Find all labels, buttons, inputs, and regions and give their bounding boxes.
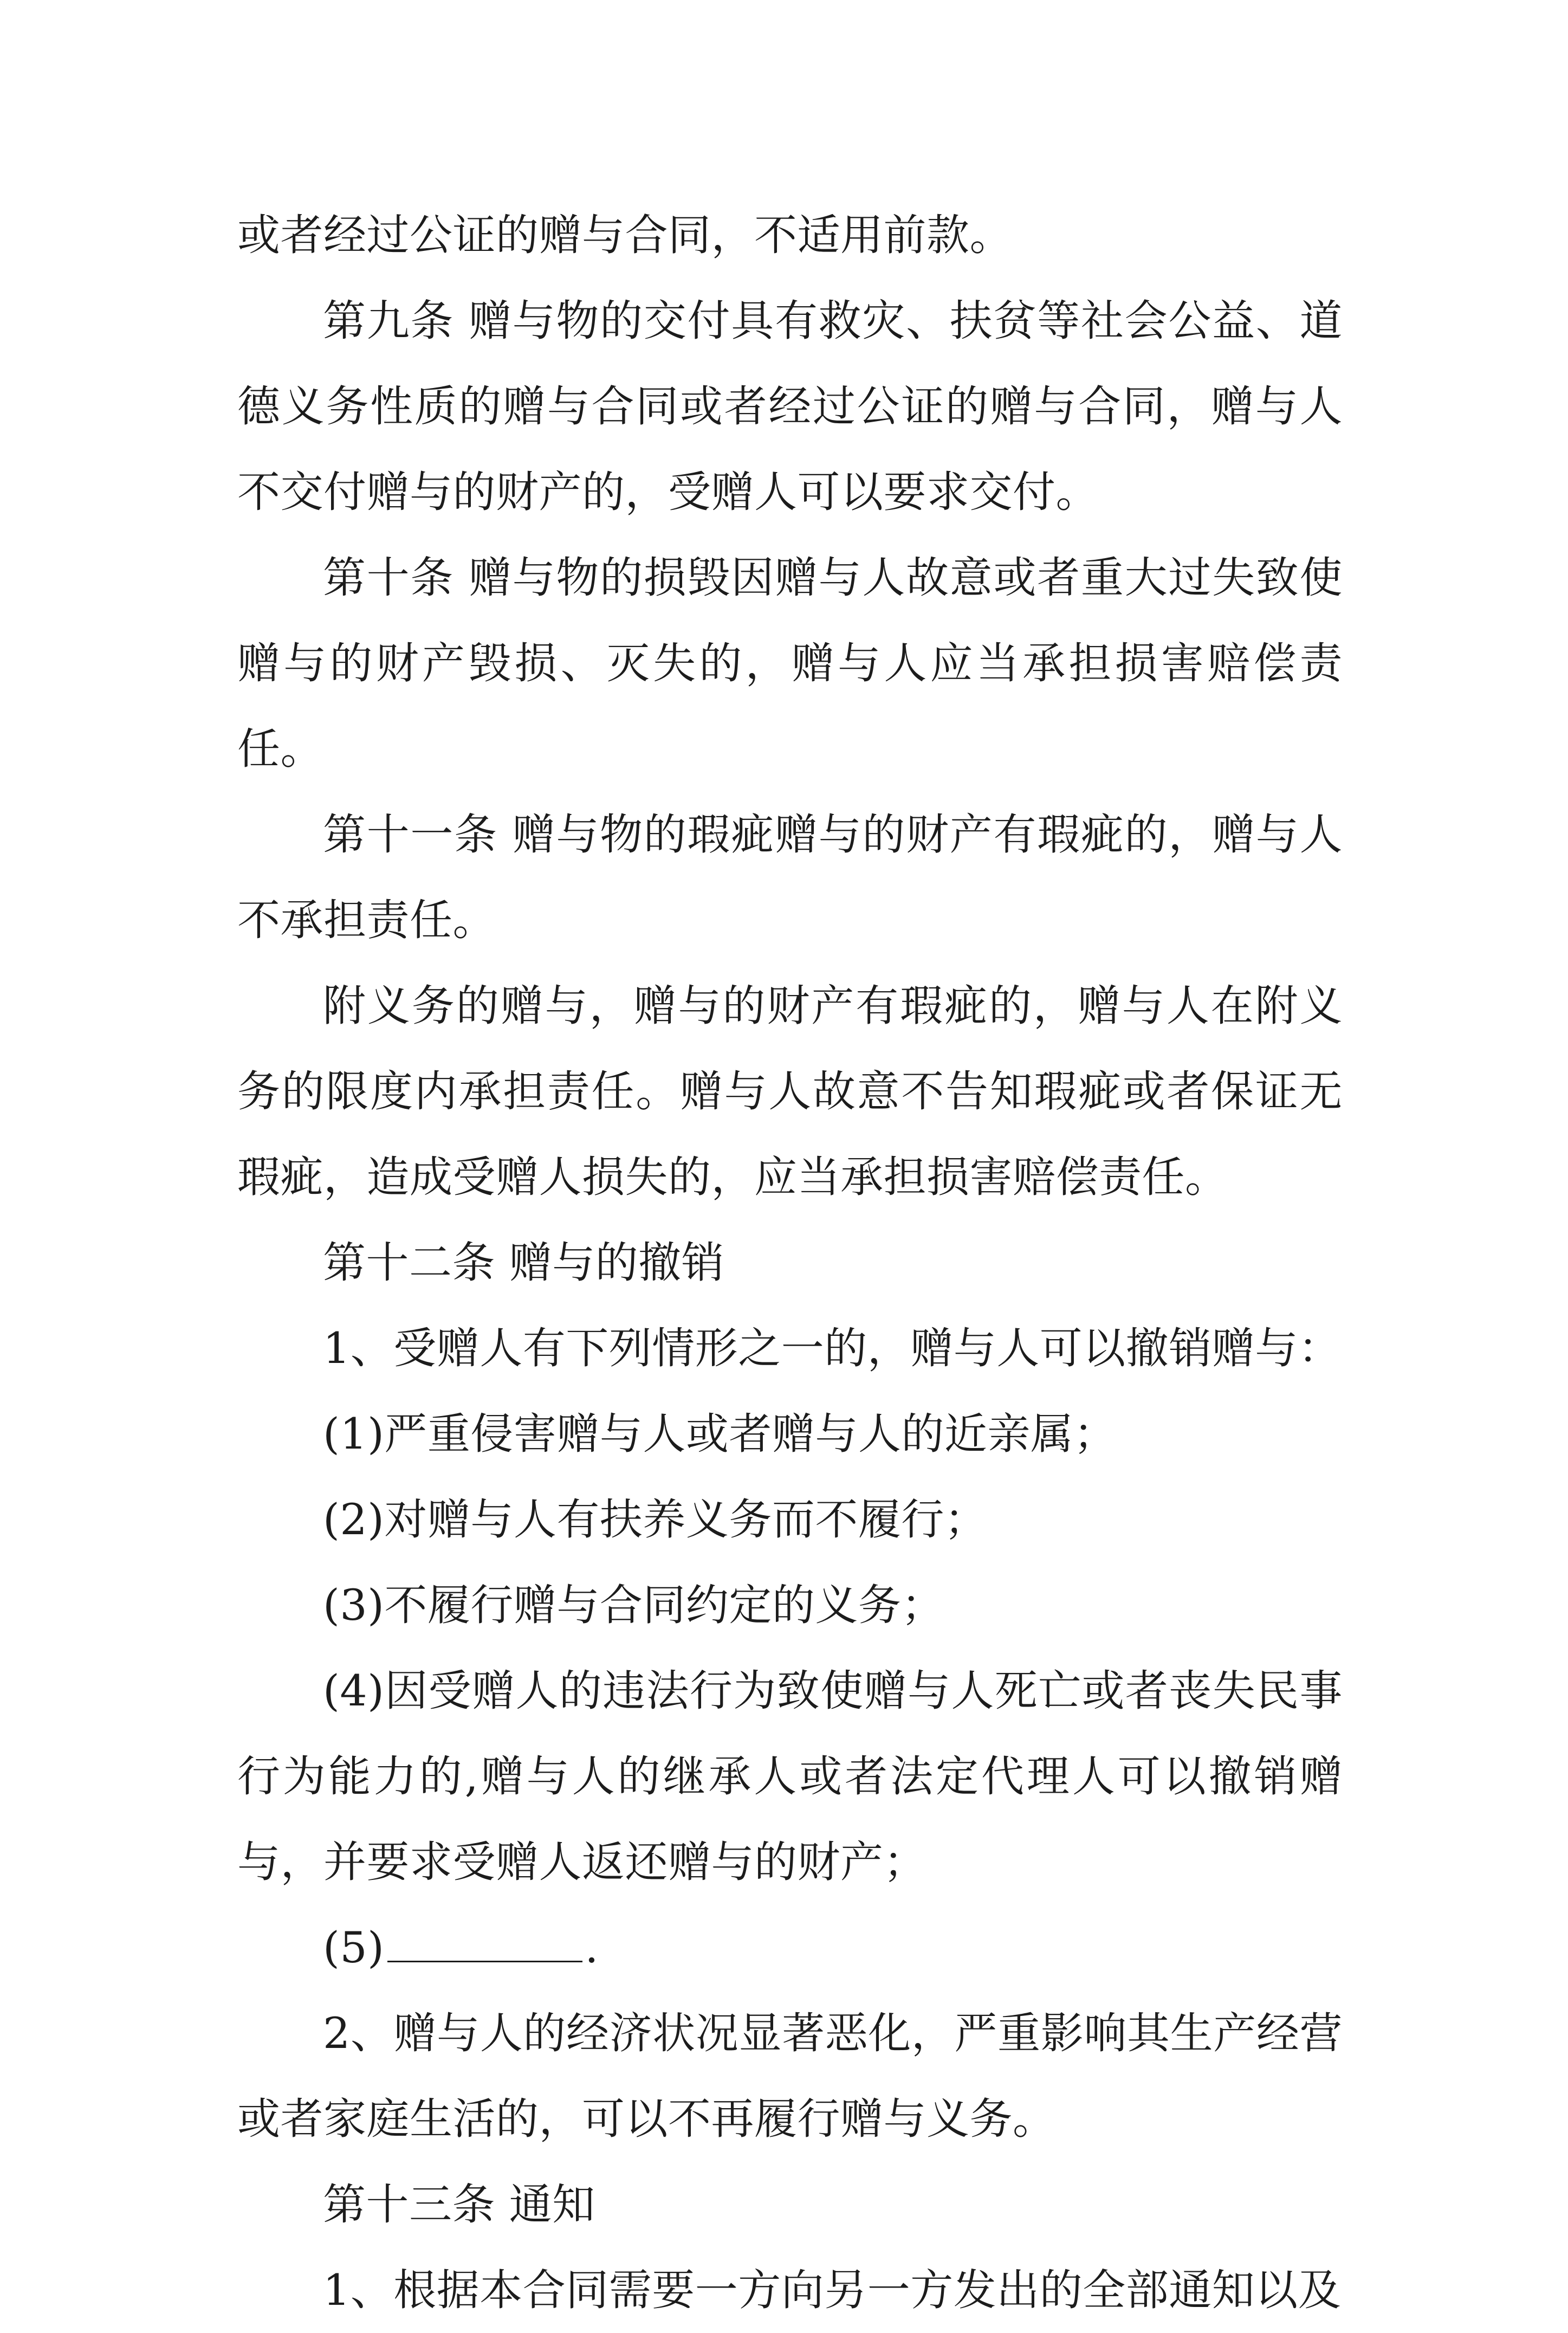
article-10-paragraph: 第十条 赠与物的损毁因赠与人故意或者重大过失致使赠与的财产毁损、灭失的，赠与人应当承担损害赔偿责任。 (237, 553, 1343, 774)
article-12-heading: 第十二条 赠与的撤销 (323, 1238, 725, 1288)
document-body (237, 192, 1343, 2333)
revocation-item-3: (3)不履行赠与合同约定的义务； (323, 1580, 944, 1630)
article-9-paragraph: 第九条 赠与物的交付具有救灾、扶贫等社会公益、道德义务性质的赠与合同或者经过公证的赠与合同，赠与人不交付赠与的财产的，受赠人可以要求交付。 (237, 296, 1343, 517)
notice-clause-1: 1、根据本合同需要一方向另一方发出的全部通知以及 (323, 2265, 1342, 2315)
item-5-suffix: . (585, 1923, 599, 1973)
revocation-item-2: (2)对赠与人有扶养义务而不履行； (323, 1495, 988, 1544)
revocation-item-5 (237, 1905, 1343, 1991)
revocation-item-1: (1)严重侵害赠与人或者赠与人的近亲属； (323, 1409, 1117, 1459)
revocation-clause-1: 1、受赠人有下列情形之一的，赠与人可以撤销赠与： (323, 1323, 1342, 1373)
fill-in-blank (387, 1957, 582, 1962)
revocation-clause-2: 2、赠与人的经济状况显著恶化，严重影响其生产经营或者家庭生活的，可以不再履行赠与义务。 (237, 2008, 1343, 2144)
burdened-gift-paragraph: 附义务的赠与，赠与的财产有瑕疵的，赠与人在附义务的限度内承担责任。赠与人故意不告知瑕疵或者保证无瑕疵，造成受赠人损失的，应当承担损害赔偿责任。 (237, 981, 1343, 1202)
article-11-paragraph: 第十一条 赠与物的瑕疵赠与的财产有瑕疵的，赠与人不承担责任。 (237, 810, 1343, 945)
article-13-heading: 第十三条 通知 (323, 2180, 595, 2229)
paragraph-1: 或者经过公证的赠与合同，不适用前款。 (237, 210, 1013, 260)
item-5-prefix: (5) (323, 1923, 385, 1973)
revocation-item-4: (4)因受赠人的违法行为致使赠与人死亡或者丧失民事行为能力的,赠与人的继承人或者法定代理人可以撤销赠与，并要求受赠人返还赠与的财产； (237, 1666, 1343, 1887)
